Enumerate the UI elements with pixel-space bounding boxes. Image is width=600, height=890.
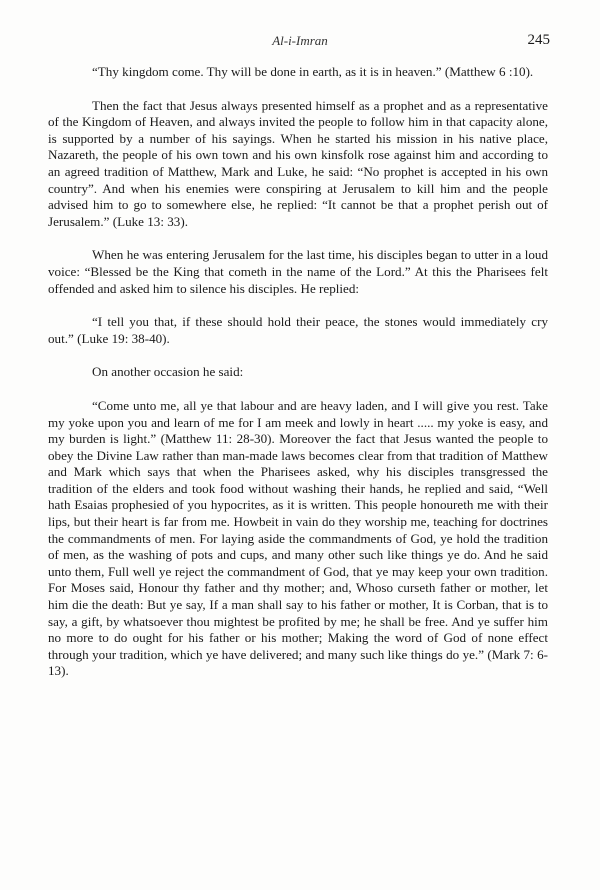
paragraph-matthew-quote: “Thy kingdom come. Thy will be done in earth, as it is in heaven.” (Matthew 6 :10). — [92, 64, 534, 79]
paragraph-come-unto-me: “Come unto me, all ye that labour and are heavy laden, and I will give you rest. Take my yoke upon you and learn of me for I am meek and lowly in heart ..... my yoke is easy, and my burden is light.” (Matthew 11: 28-30). Moreover the fact that Jesus wanted the people to obey the Divine Law rather than man-made laws becomes clear from that tradition of Matthew and Mark which says that when the Pharisees asked, why his disciples transgressed the tradition of the elders and took food without washing their hands, he replied and said, “Well hath Esaias prophesied of you hypocrites, as it is written. This people honoureth me with their lips, but their heart is far from me. Howbeit in vain do they worship me, teaching for doctrines the commandments of men. For laying aside the commandments of God, ye hold the tradition of men, as the washing of pots and cups, and many other such like things ye do. And he said unto them, Full well ye reject the commandment of God, that ye may keep your own tradition. For Moses said, Honour thy father and thy mother; and, Whoso curseth father or mother, let him die the death: But ye say, If a man shall say to his father or mother, It is Corban, that is to say, a gift, by whatsoever thou mightest be profited by me; he shall be free. And ye suffer him no more to do ought for his father or his mother; Making the word of God of none effect through your tradition, which ye have delivered; and many such like things do ye.” (Mark 7: 6-13). — [48, 397, 548, 679]
paragraph-entering-jerusalem: When he was entering Jerusalem for the last time, his disciples began to utter in a loud voice: “Blessed be the King that cometh in the name of the Lord.” At this the Pharisees felt offended and asked him to silence his disciples. He replied: — [48, 247, 548, 296]
running-title: Al-i-Imran — [272, 33, 328, 48]
page-number: 245 — [527, 32, 550, 48]
paragraph-another-occasion: On another occasion he said: — [92, 364, 244, 380]
running-head — [0, 30, 600, 50]
body-text — [48, 64, 548, 680]
paragraph-prophet-sayings: Then the fact that Jesus always presented himself as a prophet and as a representative of the Kingdom of Heaven, and always invited the people to follow him in that capacity alone, is supported by a number of his sayings. When he started his mission in his native place, Nazareth, the people of his own town and his own kinsfolk rose against him and according to an agreed tradition of Matthew, Mark and Luke, he said: “No prophet is accepted in his own country”. And when his enemies were conspiring at Jerusalem to kill him and the people advised him to go to somewhere else, he replied: “It cannot be that a prophet perish out of Jerusalem.” (Luke 13: 33). — [48, 97, 548, 229]
paragraph-stones-cry-out: “I tell you that, if these should hold their peace, the stones would immediately cry out.” (Luke 19: 38-40). — [48, 314, 548, 346]
